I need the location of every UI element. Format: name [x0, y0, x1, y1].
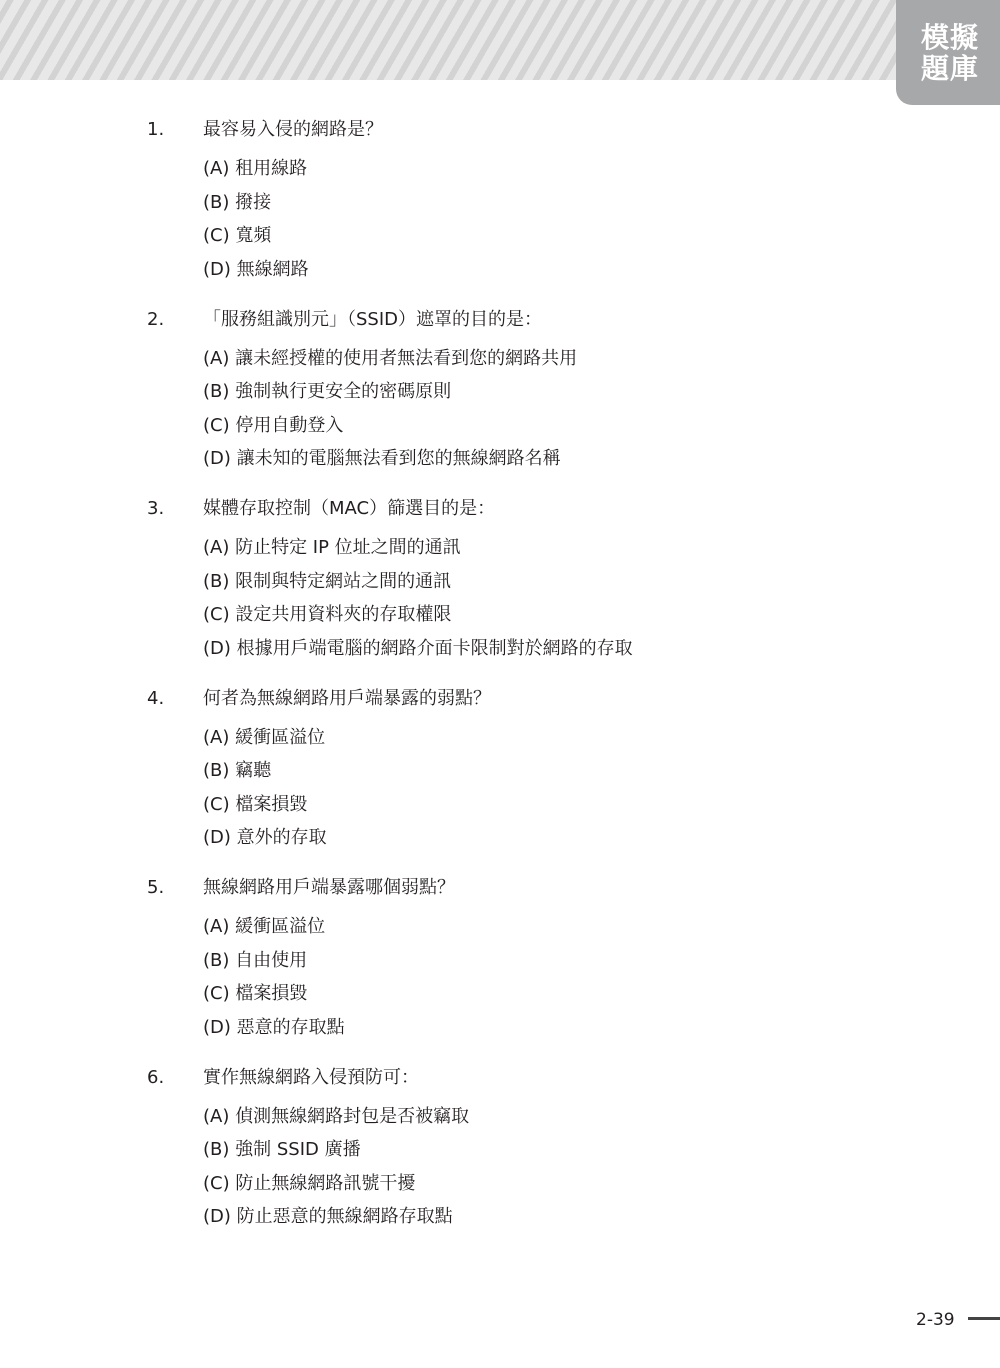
option-b: (B) 限制與特定網站之間的通訊	[203, 570, 452, 592]
option-c: (C) 寬頻	[203, 225, 272, 246]
option-c: (C) 防止無線網路訊號干擾	[203, 1172, 416, 1194]
option-list	[203, 726, 327, 860]
chapter-tab-line1: 模擬	[920, 20, 979, 54]
option-list	[203, 157, 309, 291]
question-number: 1.	[147, 119, 165, 140]
option-a: (A) 租用線路	[203, 158, 308, 179]
option-d: (D) 讓未知的電腦無法看到您的無線網路名稱	[203, 448, 561, 470]
question-text: 無線網路用戶端暴露哪個弱點？	[203, 877, 455, 899]
question-1	[0, 116, 1000, 306]
chapter-tab	[896, 0, 1000, 105]
question-text: 「服務組識別元」（SSID）遮罩的目的是：	[203, 308, 543, 330]
question-text: 媒體存取控制（MAC）篩選目的是：	[203, 498, 496, 520]
question-number: 6.	[147, 1066, 165, 1088]
question-number: 2.	[147, 308, 165, 330]
option-c: (C) 檔案損毀	[203, 983, 308, 1005]
option-list	[203, 1105, 469, 1239]
page-number-rule	[968, 1317, 1000, 1320]
option-b: (B) 自由使用	[203, 949, 308, 971]
option-b: (B) 撥接	[203, 191, 272, 213]
question-2	[0, 306, 1000, 496]
option-b: (B) 強制 SSID 廣播	[203, 1139, 361, 1161]
option-c: (C) 設定共用資料夾的存取權限	[203, 604, 452, 626]
option-d: (D) 根據用戶端電腦的網路介面卡限制對於網路的存取	[203, 637, 633, 659]
option-a: (A) 偵測無線網路封包是否被竊取	[203, 1105, 470, 1127]
option-a: (A) 防止特定 IP 位址之間的通訊	[203, 537, 461, 559]
header-stripe-band	[0, 0, 1000, 80]
question-number: 5.	[147, 877, 165, 899]
option-d: (D) 意外的存取	[203, 827, 327, 849]
option-list	[203, 536, 633, 670]
question-3	[0, 495, 1000, 685]
option-d: (D) 無線網路	[203, 258, 309, 280]
question-list	[0, 116, 1000, 1254]
question-4	[0, 685, 1000, 875]
option-list	[203, 915, 345, 1049]
option-b: (B) 竊聽	[203, 760, 272, 782]
question-text: 實作無線網路入侵預防可：	[203, 1066, 419, 1088]
option-list	[203, 347, 577, 481]
question-5	[0, 874, 1000, 1064]
option-a: (A) 讓未經授權的使用者無法看到您的網路共用	[203, 347, 578, 369]
option-b: (B) 強制執行更安全的密碼原則	[203, 381, 452, 403]
option-a: (A) 緩衝區溢位	[203, 916, 326, 938]
option-a: (A) 緩衝區溢位	[203, 726, 326, 748]
option-d: (D) 惡意的存取點	[203, 1016, 345, 1038]
chapter-tab-line2: 題庫	[920, 51, 979, 85]
option-c: (C) 檔案損毀	[203, 793, 308, 815]
question-text: 何者為無線網路用戶端暴露的弱點？	[203, 687, 491, 709]
question-6	[0, 1064, 1000, 1254]
question-number: 4.	[147, 687, 165, 709]
question-number: 3.	[147, 498, 165, 520]
option-c: (C) 停用自動登入	[203, 414, 344, 436]
question-text: 最容易入侵的網路是？	[203, 119, 383, 140]
page-number: 2-39	[916, 1310, 955, 1330]
option-d: (D) 防止惡意的無線網路存取點	[203, 1206, 453, 1228]
